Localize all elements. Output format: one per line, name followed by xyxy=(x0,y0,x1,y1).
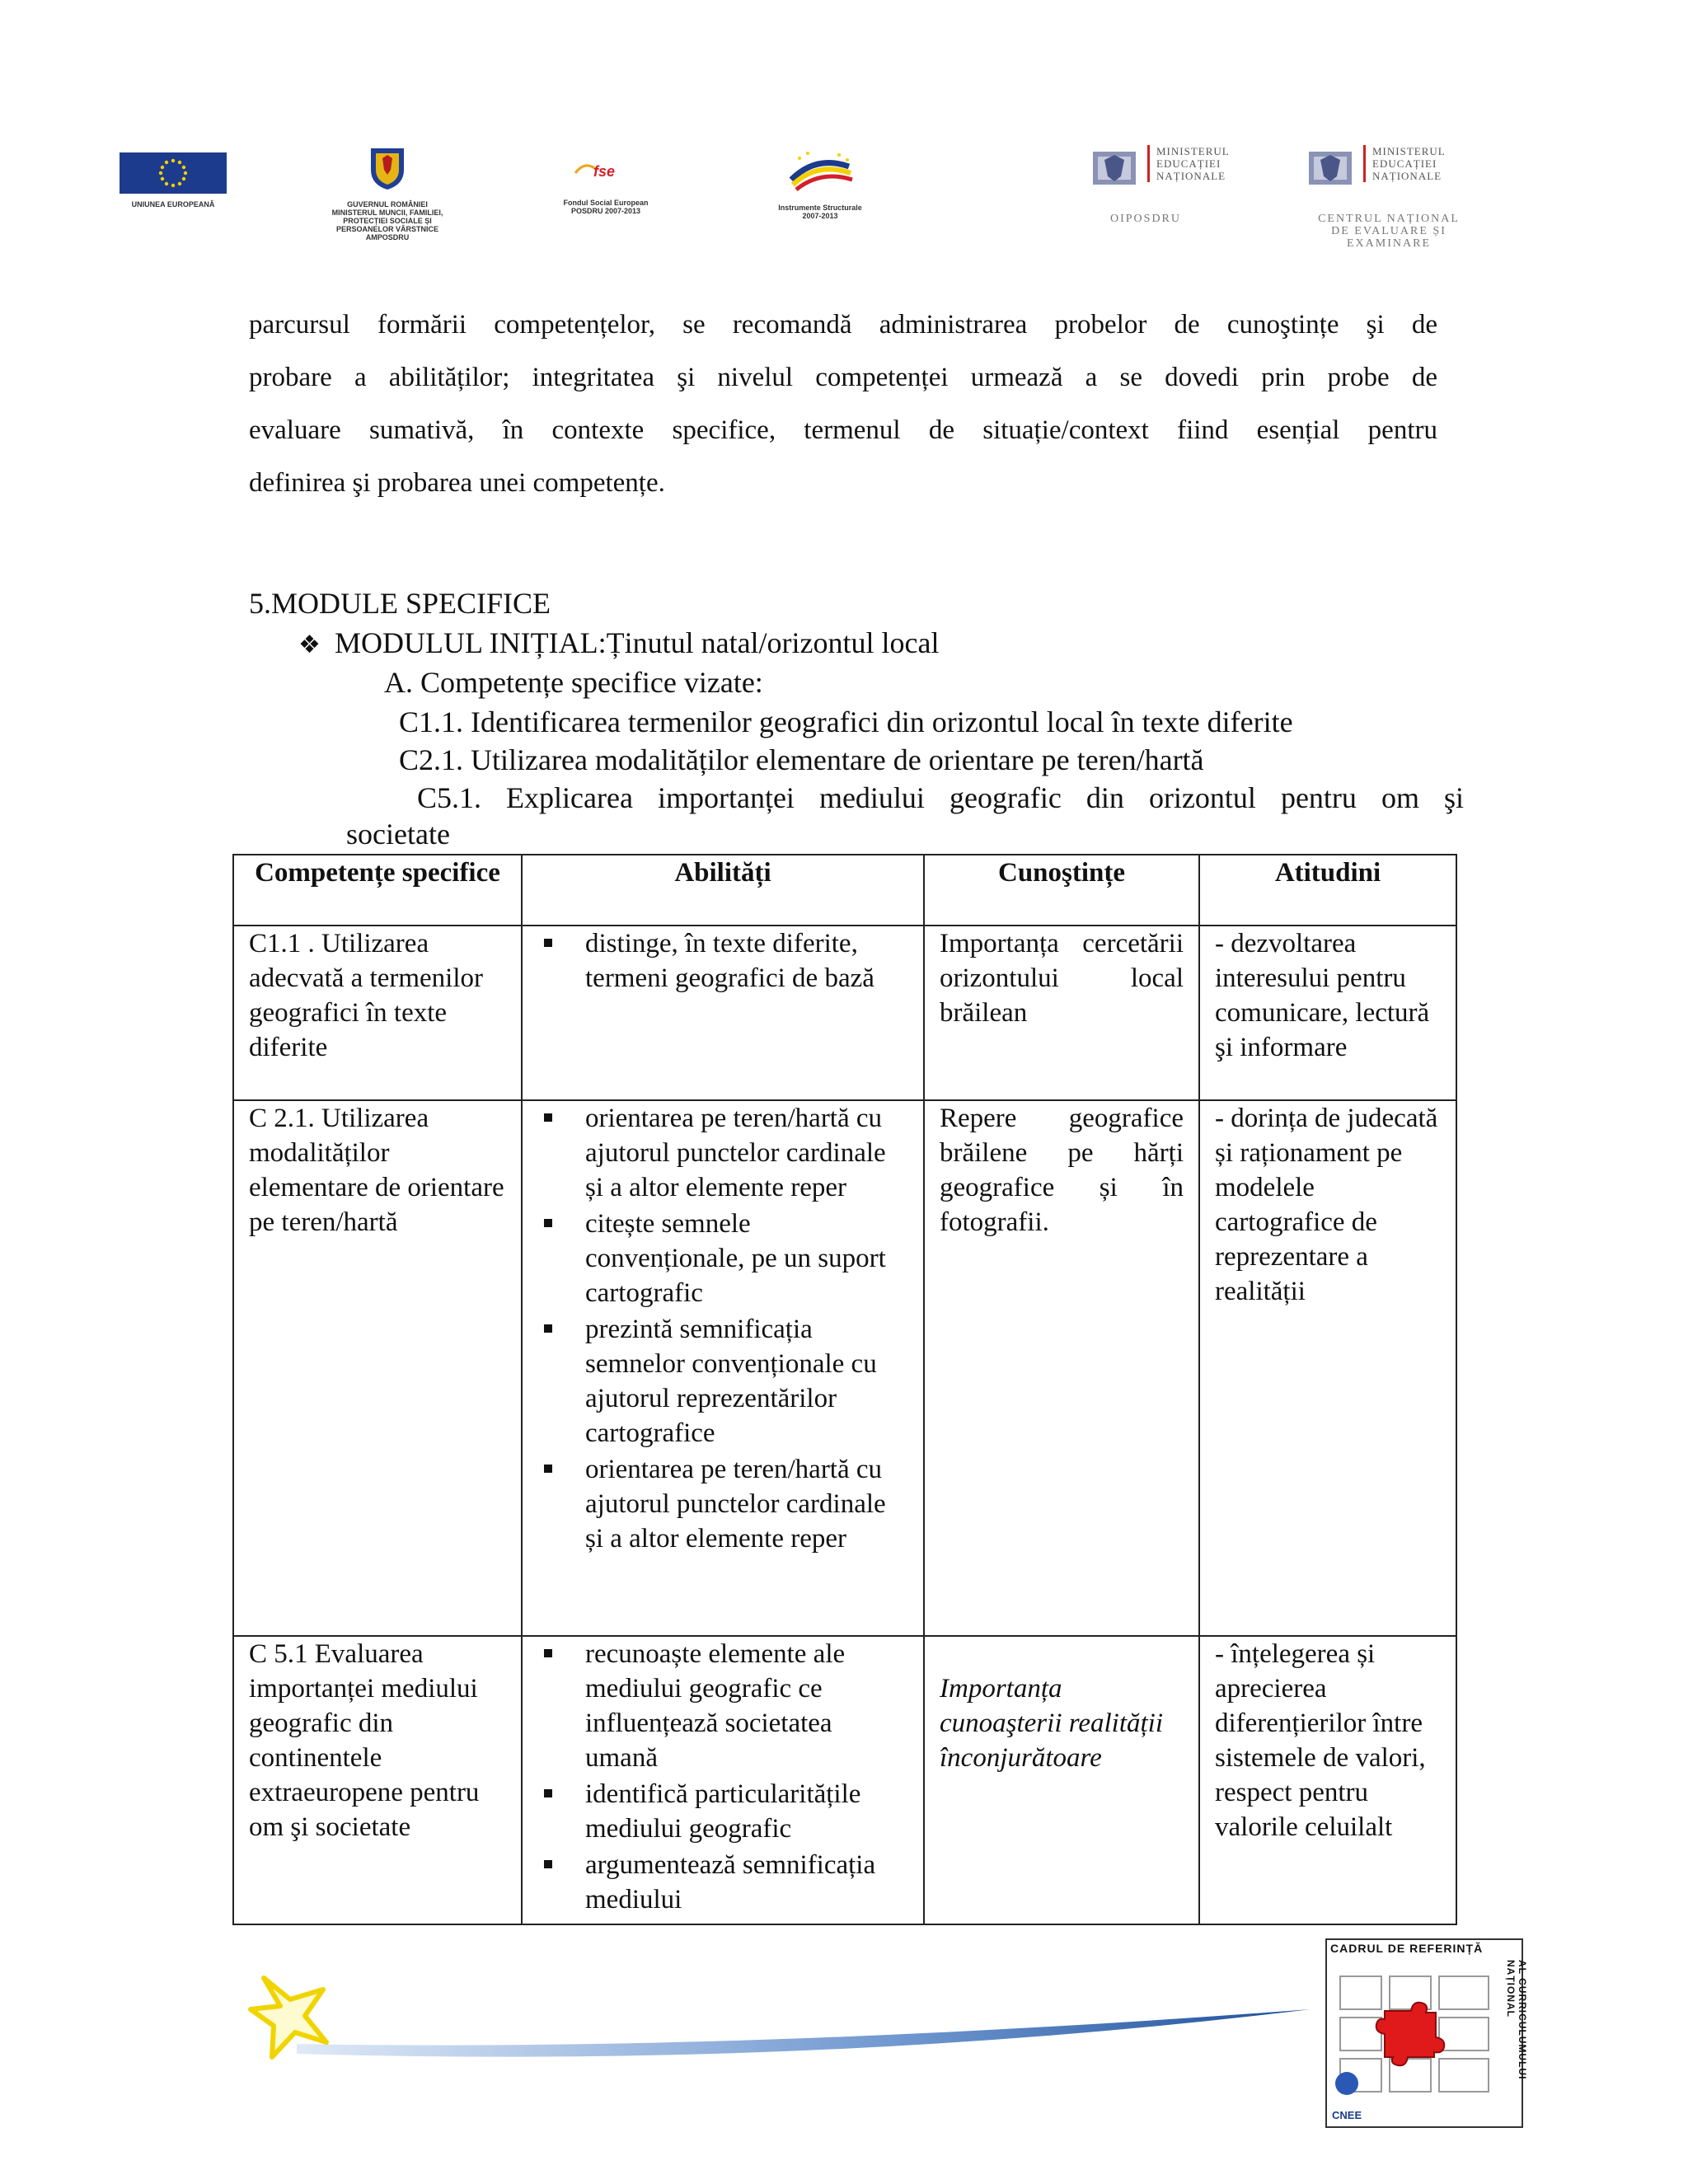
badge-side-text: AL CURRICULUMULUI NAȚIONAL xyxy=(1505,1960,1528,2080)
cell-knowledge: Importanța cercetării orizontului local brăilean xyxy=(924,926,1199,1100)
competence-item: C2.1. Utilizarea modalităților elementare de orientare pe teren/hartă xyxy=(399,743,1204,776)
eu-logo xyxy=(107,140,239,209)
svg-text:fse: fse xyxy=(593,163,616,180)
col-header-competences: Competențe specifice xyxy=(233,855,522,926)
intro-line: probare a abilităților; integritatea şi nivelul competenței urmează a se dovedi prin probe de xyxy=(249,363,1437,392)
ability-item: citește semnele convenționale, pe un suport cartografic xyxy=(534,1207,908,1310)
oiposdru-caption: OIPOSDRU xyxy=(1109,213,1181,225)
cell-knowledge: Repere geografice brăilene pe hărți geografice și în fotografii. xyxy=(924,1100,1199,1636)
fse-logo xyxy=(536,140,676,215)
ability-item: recunoaște elemente ale mediului geografic ce influențează societatea umană xyxy=(534,1637,908,1775)
ministry-crest-icon xyxy=(1304,145,1357,193)
ministry-crest-icon xyxy=(1088,145,1141,193)
cnee-caption: CENTRUL NAȚIONAL DE EVALUARE ȘI EXAMINARE xyxy=(1318,213,1460,250)
cell-competence: C 2.1. Utilizarea modalităților elementare de orientare pe teren/hartă xyxy=(233,1100,522,1636)
ability-item: distinge, în texte diferite, termeni geografici de bază xyxy=(534,926,908,996)
table-header-row xyxy=(233,855,1456,926)
intro-paragraph xyxy=(249,298,1437,509)
cell-abilities xyxy=(522,1636,924,1924)
competences-heading: A. Competențe specifice vizate: xyxy=(384,666,763,699)
ministry-logo-oiposdru xyxy=(1088,145,1230,193)
cell-attitudes: - dorința de judecată și raționament pe modelele cartografice de reprezentare a realității xyxy=(1199,1100,1456,1636)
puzzle-icon xyxy=(1332,1960,1500,2100)
competence-item: C5.1. Explicarea importanței mediului geografic din orizontul pentru om şi xyxy=(417,781,1464,814)
cell-abilities xyxy=(522,926,924,1100)
structural-instruments-icon xyxy=(775,147,865,196)
module-title: MODULUL INIȚIAL:Ținutul natal/orizontul local xyxy=(335,626,940,659)
table-row xyxy=(233,1636,1456,1924)
structural-instruments-logo xyxy=(750,140,890,220)
cell-competence: C1.1 . Utilizarea adecvată a termenilor geografici în texte diferite xyxy=(233,926,522,1100)
cell-competence: C 5.1 Evaluarea importanței mediului geografic din continentele extraeuropene pentru om şi societate xyxy=(233,1636,522,1924)
badge-title: CADRUL DE REFERINȚĂ xyxy=(1330,1942,1484,1955)
ro-government-logo xyxy=(305,140,470,241)
col-header-knowledge: Cunoştințe xyxy=(924,855,1199,926)
eu-caption: UNIUNEA EUROPEANĂ xyxy=(131,200,215,209)
fse-mark-icon xyxy=(569,155,643,188)
ability-item: identifică particularitățile mediului geografic xyxy=(534,1777,908,1846)
cell-attitudes: - dezvoltarea interesului pentru comunicare, lectură şi informare xyxy=(1199,926,1456,1100)
table-row xyxy=(233,926,1456,1100)
ministry-title: MINISTERUL EDUCAȚIEI NAȚIONALE xyxy=(1363,145,1446,182)
header-logo-strip xyxy=(107,140,1508,264)
competence-item: C1.1. Identificarea termenilor geografici din orizontul local în texte diferite xyxy=(399,705,1293,738)
diamond-bullet-icon: ❖ xyxy=(298,630,321,659)
section-title: 5.MODULE SPECIFICE xyxy=(249,587,551,620)
competence-table xyxy=(232,854,1457,1925)
cnee-mark: CNEE xyxy=(1332,2109,1362,2121)
footer-swoosh-icon xyxy=(247,1961,1319,2077)
col-header-abilities: Abilități xyxy=(522,855,924,926)
ability-item: orientarea pe teren/hartă cu ajutorul punctelor cardinale și a altor elemente reper xyxy=(534,1101,908,1205)
ministry-logo-cnee xyxy=(1304,145,1446,193)
reference-framework-badge xyxy=(1325,1938,1528,2128)
eu-flag-icon xyxy=(120,152,227,194)
cell-knowledge: Importanța cunoaşterii realității înconjurătoare xyxy=(924,1636,1199,1924)
col-header-attitudes: Atitudini xyxy=(1199,855,1456,926)
cell-attitudes: - înțelegerea și aprecierea diferențierilor între sistemele de valori, respect pentru valorile celuilalt xyxy=(1199,1636,1456,1924)
module-heading xyxy=(298,623,939,665)
cell-abilities xyxy=(522,1100,924,1636)
intro-line: evaluare sumativă, în contexte specifice, termenul de situație/context fiind esențial pentru xyxy=(249,415,1437,445)
intro-line: definirea şi probarea unei competențe. xyxy=(249,468,665,498)
table-row xyxy=(233,1100,1456,1636)
competence-item-tail: societate xyxy=(346,818,450,851)
ministry-title: MINISTERUL EDUCAȚIEI NAȚIONALE xyxy=(1147,145,1230,182)
intro-line: parcursul formării competențelor, se recomandă administrarea probelor de cunoştințe şi de xyxy=(249,310,1437,340)
ability-item: prezintă semnificația semnelor convenționale cu ajutorul reprezentărilor cartografice xyxy=(534,1312,908,1451)
romanian-crest-icon xyxy=(368,145,406,191)
ro-government-caption: GUVERNUL ROMÂNIEI MINISTERUL MUNCII, FAMILIEI, PROTECȚIEI SOCIALE ȘI PERSOANELOR VÂRSTNICE AMPOSDRU xyxy=(331,200,443,241)
ability-item: orientarea pe teren/hartă cu ajutorul punctelor cardinale și a altor elemente reper xyxy=(534,1452,908,1556)
fse-caption: Fondul Social European POSDRU 2007-2013 xyxy=(563,199,649,215)
structural-instruments-caption: Instrumente Structurale 2007-2013 xyxy=(778,204,862,220)
ability-item: argumentează semnificația mediului xyxy=(534,1848,908,1917)
